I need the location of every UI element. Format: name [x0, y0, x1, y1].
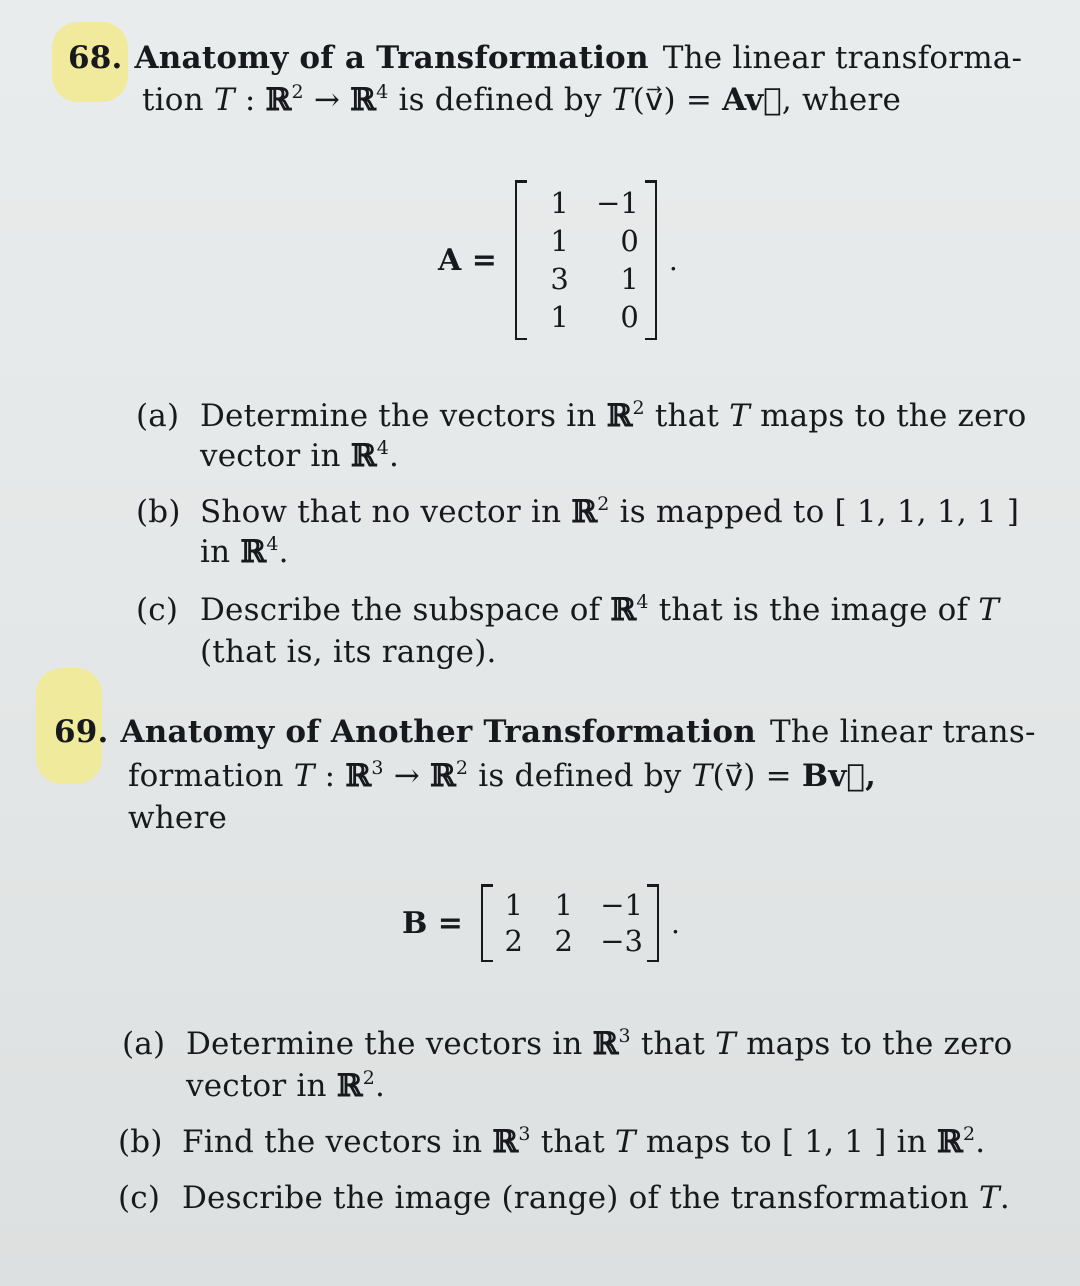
problem-title: Anatomy of Another Transformation: [120, 714, 756, 750]
problem-number: 69.: [54, 714, 109, 750]
matrix-a-cell: 0: [620, 300, 639, 334]
matrix-b-cell: −3: [600, 924, 643, 958]
problem-69-part-c: (c) Describe the image (range) of the transformation T.: [118, 1180, 1010, 1216]
problem-69-where: where: [128, 800, 228, 836]
problem-69-part-a: (a) Determine the vectors in ℝ$^3$ that T maps to the zero: [122, 1025, 1013, 1062]
matrix-a-cell: 0: [620, 224, 639, 258]
problem-68-part-a: (a) Determine the vectors in ℝ$^2$ that T maps to the zero: [136, 397, 1027, 434]
problem-69-definition: formation T : ℝ$^3$ → ℝ$^2$ is defined by T(v⃗) = Bv⃗,: [128, 757, 877, 794]
problem-number: 68.: [68, 40, 123, 76]
matrix-b-label: B =: [402, 905, 463, 941]
matrix-a-cell: 1: [550, 224, 569, 258]
problem-68-part-b: (b) Show that no vector in ℝ$^2$ is mapped to [ 1, 1, 1, 1 ]: [136, 493, 1020, 530]
matrix-b-cell: 1: [504, 888, 523, 922]
matrix-a: A = 1 −1 1 0 3 1 1 0 .: [438, 180, 678, 340]
matrix-a-cell: −1: [596, 186, 639, 220]
problem-68-part-c-cont: (that is, its range).: [200, 634, 497, 670]
problem-title: Anatomy of a Transformation: [134, 40, 649, 76]
matrix-b-cell: 2: [554, 924, 573, 958]
problem-intro: The linear trans-: [769, 714, 1036, 750]
problem-68-part-a-cont: vector in ℝ$^4$.: [200, 437, 400, 474]
matrix-a-cell: 1: [550, 186, 569, 220]
matrix-a-cell: 1: [550, 300, 569, 334]
problem-68-part-c: (c) Describe the subspace of ℝ$^4$ that is the image of T: [136, 591, 1000, 628]
problem-69-heading: [54, 712, 1036, 752]
matrix-b-cell: 2: [504, 924, 523, 958]
matrix-a-label: A =: [438, 242, 497, 278]
matrix-a-cell: 3: [550, 262, 569, 296]
matrix-b-cell: 1: [554, 888, 573, 922]
matrix-a-cell: 1: [620, 262, 639, 296]
problem-68-heading: [68, 38, 1022, 78]
matrix-b: B = 1 1 −1 2 2 −3 .: [402, 884, 680, 962]
problem-intro: The linear transforma-: [662, 40, 1023, 76]
matrix-b-cell: −1: [600, 888, 643, 922]
problem-69-part-b: (b) Find the vectors in ℝ$^3$ that T maps to [ 1, 1 ] in ℝ$^2$.: [118, 1123, 986, 1160]
problem-68-definition: tion T : ℝ$^2$ → ℝ$^4$ is defined by T(v⃗) = Av⃗, where: [142, 81, 902, 118]
problem-68-part-b-cont: in ℝ$^4$.: [200, 533, 289, 570]
problem-69-part-a-cont: vector in ℝ$^2$.: [186, 1067, 386, 1104]
